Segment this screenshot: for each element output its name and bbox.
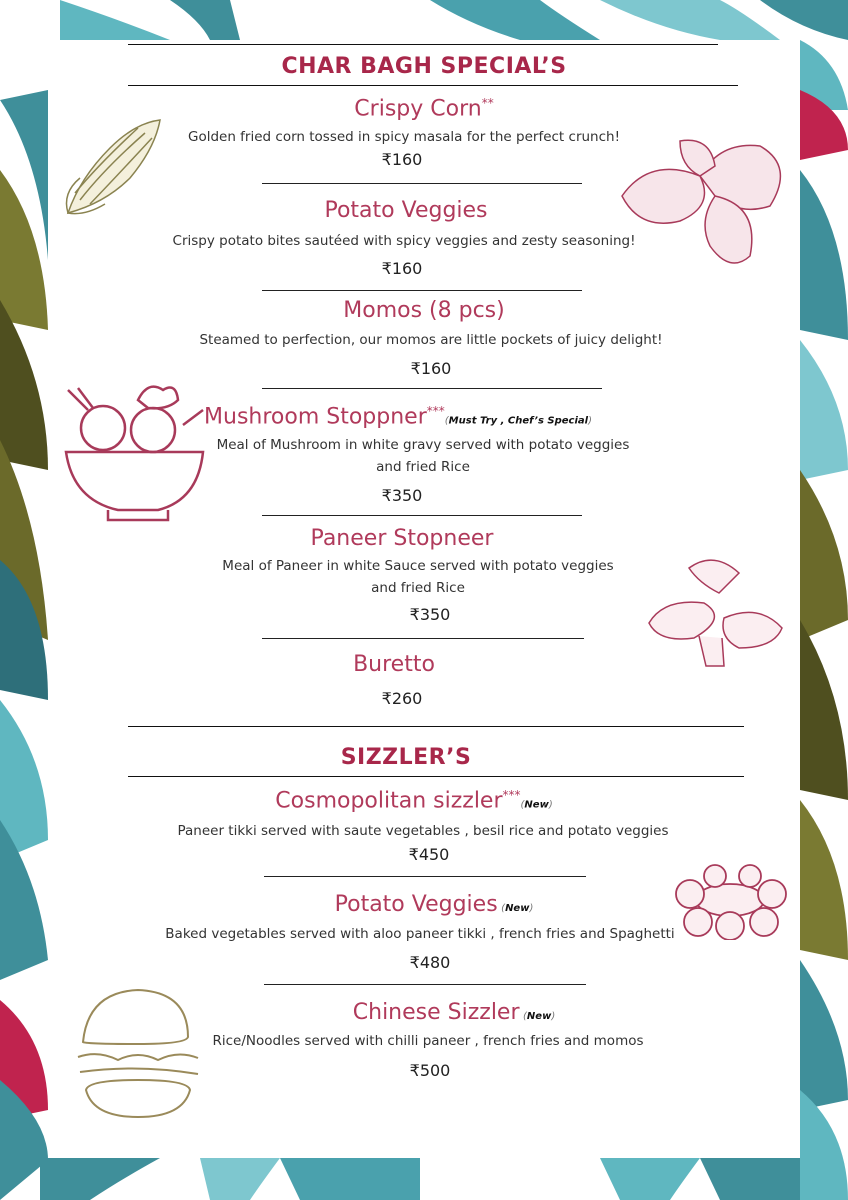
divider bbox=[262, 290, 582, 291]
item-name-text: Paneer Stopneer bbox=[310, 526, 494, 551]
divider bbox=[128, 85, 738, 86]
item-tag: (New) bbox=[523, 1011, 556, 1022]
divider bbox=[262, 388, 602, 389]
section-title: SIZZLER’S bbox=[340, 745, 472, 770]
item-name-text: Buretto bbox=[353, 652, 435, 677]
menu-item-name bbox=[48, 298, 800, 323]
menu-item-price: ₹450 bbox=[408, 845, 450, 864]
item-name-text: Potato Veggies bbox=[334, 892, 498, 917]
basil-leaf-illustration bbox=[620, 136, 798, 274]
corn-illustration bbox=[60, 108, 170, 220]
menu-item-price: ₹350 bbox=[381, 486, 423, 505]
item-tag: (New) bbox=[501, 903, 534, 914]
item-tag-text: New bbox=[526, 1011, 552, 1022]
burger-illustration bbox=[58, 982, 214, 1138]
item-name-text: Crispy Corn bbox=[354, 96, 482, 122]
menu-item-price: ₹260 bbox=[381, 689, 423, 708]
item-tag-text: New bbox=[505, 903, 530, 914]
description-line: Meal of Mushroom in white gravy served with potato veggies bbox=[216, 437, 630, 453]
menu-item-name bbox=[38, 788, 790, 813]
menu-item-description bbox=[188, 434, 658, 478]
menu-item-price: ₹500 bbox=[409, 1061, 451, 1080]
menu-item-description: Crispy potato bites sautéed with spicy veggies and zesty seasoning! bbox=[172, 233, 636, 249]
menu-card bbox=[48, 40, 800, 1158]
description-line: Meal of Paneer in white Sauce served with potato veggies bbox=[222, 558, 614, 574]
item-name-text: Potato Veggies bbox=[324, 198, 488, 223]
item-tag: (Must Try , Chef’s Special) bbox=[444, 415, 592, 427]
item-tag-text: Must Try , Chef’s Special bbox=[448, 415, 589, 427]
item-mark: ** bbox=[481, 96, 494, 110]
item-name-text: Mushroom Stoppner bbox=[204, 404, 427, 430]
momos-plate-illustration bbox=[670, 864, 794, 940]
divider bbox=[128, 776, 744, 777]
menu-item-description: Rice/Noodles served with chilli paneer , french fries and momos bbox=[212, 1033, 644, 1049]
divider bbox=[128, 726, 744, 727]
item-mark: *** bbox=[426, 404, 445, 418]
item-tag-text: New bbox=[524, 799, 549, 811]
section-title: CHAR BAGH SPECIAL’S bbox=[281, 54, 567, 79]
mushroom-illustration bbox=[644, 548, 786, 672]
description-line: and fried Rice bbox=[371, 580, 465, 596]
menu-item-description: Paneer tikki served with saute vegetables , besil rice and potato veggies bbox=[177, 823, 669, 839]
vegetable-bowl-illustration bbox=[58, 380, 208, 530]
item-tag: (New) bbox=[520, 799, 553, 811]
divider bbox=[264, 984, 586, 985]
menu-item-price: ₹480 bbox=[409, 953, 451, 972]
item-name-text: Cosmopolitan sizzler bbox=[275, 788, 503, 814]
divider bbox=[264, 876, 586, 877]
menu-item-price: ₹160 bbox=[381, 150, 423, 169]
menu-item-price: ₹160 bbox=[410, 359, 452, 378]
menu-item-price: ₹350 bbox=[409, 605, 451, 624]
item-mark: *** bbox=[502, 788, 521, 802]
divider bbox=[128, 44, 718, 45]
menu-item-description: Steamed to perfection, our momos are little pockets of juicy delight! bbox=[199, 332, 663, 348]
menu-item-price: ₹160 bbox=[381, 259, 423, 278]
menu-item-description bbox=[198, 555, 638, 599]
item-name-text: Chinese Sizzler bbox=[352, 1000, 520, 1025]
description-line: and fried Rice bbox=[376, 459, 470, 475]
divider bbox=[262, 183, 582, 184]
divider bbox=[262, 638, 584, 639]
menu-item-description: Baked vegetables served with aloo paneer tikki , french fries and Spaghetti bbox=[165, 926, 675, 942]
item-name-text: Momos (8 pcs) bbox=[343, 298, 505, 323]
divider bbox=[262, 515, 582, 516]
menu-item-description: Golden fried corn tossed in spicy masala for the perfect crunch! bbox=[187, 129, 620, 145]
